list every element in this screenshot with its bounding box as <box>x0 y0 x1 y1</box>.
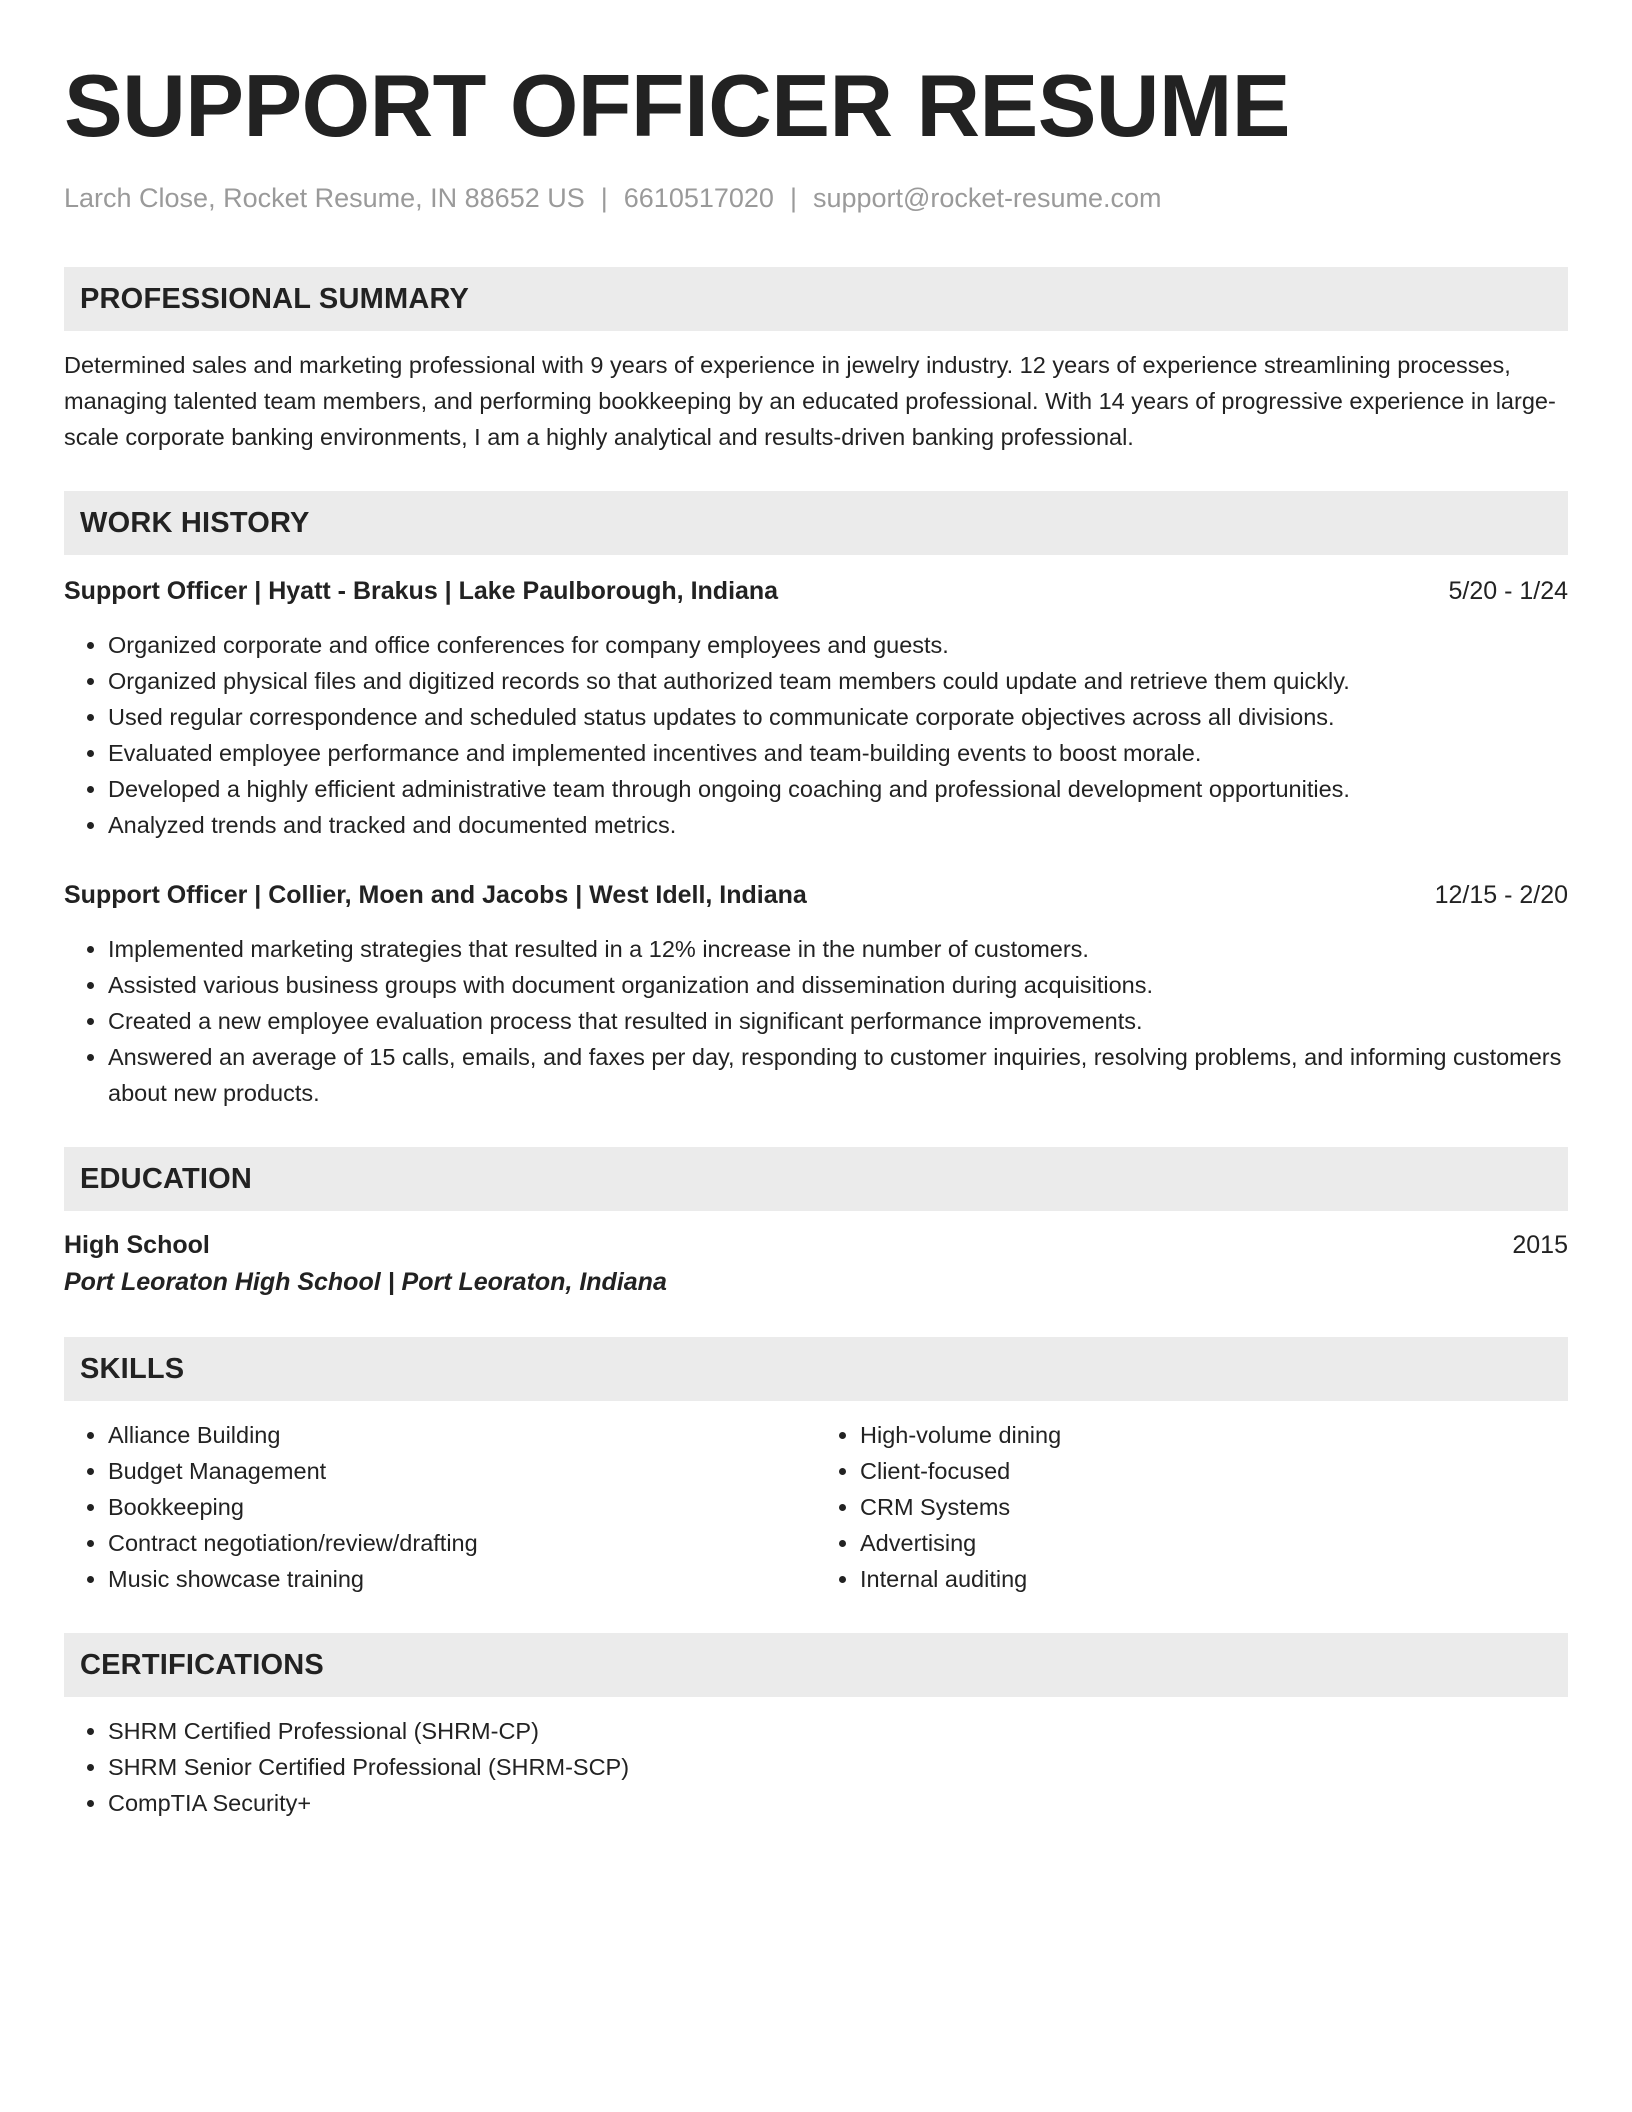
skills-column-right <box>816 1417 1568 1597</box>
education-entry <box>64 1227 1568 1301</box>
job-bullet: • Evaluated employee performance and implemented incentives and team-building events to boost morale. <box>108 735 1568 771</box>
skill-item: • Advertising <box>860 1525 1568 1561</box>
job-bullets <box>64 627 1568 843</box>
resume-title: SUPPORT OFFICER RESUME <box>64 56 1290 155</box>
education-degree: High School <box>64 1231 210 1259</box>
job-bullet: • Answered an average of 15 calls, emails, and faxes per day, responding to customer inquiries, resolving problems, and informing customers about new products. <box>108 1039 1568 1111</box>
skill-item: • High-volume dining <box>860 1417 1568 1453</box>
certification-bullets <box>64 1713 1568 1821</box>
job-header <box>64 573 1568 609</box>
job-header <box>64 877 1568 913</box>
contact-separator: | <box>600 183 608 213</box>
job-entry <box>64 573 1568 843</box>
skill-item: • Bookkeeping <box>108 1489 816 1525</box>
skill-item: • Budget Management <box>108 1453 816 1489</box>
job-bullet: • Analyzed trends and tracked and documented metrics. <box>108 807 1568 843</box>
job-dates: 12/15 - 2/20 <box>1434 881 1568 909</box>
skill-item: • Music showcase training <box>108 1561 816 1597</box>
certifications-list <box>64 1713 1568 1821</box>
job-bullet: • Organized corporate and office conferences for company employees and guests. <box>108 627 1568 663</box>
contact-line <box>64 180 1568 216</box>
skill-item: • Client-focused <box>860 1453 1568 1489</box>
job-title: Support Officer | Collier, Moen and Jacobs | West Idell, Indiana <box>64 881 807 909</box>
job-bullet: • Developed a highly efficient administrative team through ongoing coaching and professional development opportunities. <box>108 771 1568 807</box>
skills-list <box>64 1417 1568 1597</box>
job-bullet: • Implemented marketing strategies that resulted in a 12% increase in the number of customers. <box>108 931 1568 967</box>
contact-separator: | <box>789 183 797 213</box>
section-header-work-history: WORK HISTORY <box>64 491 1568 555</box>
section-header-education: EDUCATION <box>64 1147 1568 1211</box>
job-bullet: • Assisted various business groups with document organization and dissemination during acquisitions. <box>108 967 1568 1003</box>
job-entry <box>64 877 1568 1111</box>
skill-item: • Internal auditing <box>860 1561 1568 1597</box>
skill-item: • Contract negotiation/review/drafting <box>108 1525 816 1561</box>
certification-item: • CompTIA Security+ <box>108 1785 1568 1821</box>
education-header <box>64 1227 1568 1263</box>
contact-phone: 6610517020 <box>623 183 774 213</box>
skill-item: • CRM Systems <box>860 1489 1568 1525</box>
job-bullets <box>64 931 1568 1111</box>
job-dates: 5/20 - 1/24 <box>1448 577 1568 605</box>
section-header-summary: PROFESSIONAL SUMMARY <box>64 267 1568 331</box>
contact-address: Larch Close, Rocket Resume, IN 88652 US <box>64 183 585 213</box>
job-bullet: • Used regular correspondence and scheduled status updates to communicate corporate objectives across all divisions. <box>108 699 1568 735</box>
section-header-skills: SKILLS <box>64 1337 1568 1401</box>
skills-column-left <box>64 1417 816 1597</box>
skill-item: • Alliance Building <box>108 1417 816 1453</box>
job-title: Support Officer | Hyatt - Brakus | Lake Paulborough, Indiana <box>64 577 779 605</box>
education-year: 2015 <box>1512 1231 1568 1259</box>
job-bullet: • Organized physical files and digitized records so that authorized team members could update and retrieve them quickly. <box>108 663 1568 699</box>
education-school: Port Leoraton High School | Port Leoraton, Indiana <box>64 1268 667 1296</box>
job-bullet: • Created a new employee evaluation process that resulted in significant performance improvements. <box>108 1003 1568 1039</box>
certification-item: • SHRM Certified Professional (SHRM-CP) <box>108 1713 1568 1749</box>
section-header-certifications: CERTIFICATIONS <box>64 1633 1568 1697</box>
contact-email: support@rocket-resume.com <box>812 183 1162 213</box>
certification-item: • SHRM Senior Certified Professional (SHRM-SCP) <box>108 1749 1568 1785</box>
summary-text: Determined sales and marketing professional with 9 years of experience in jewelry industry. 12 years of experience streamlining processes, managing talented team members, and performing bookkeeping by an educated professional. With 14 years of progressive experience in large-scale corporate banking environments, I am a highly analytical and results-driven banking professional. <box>64 352 1556 450</box>
